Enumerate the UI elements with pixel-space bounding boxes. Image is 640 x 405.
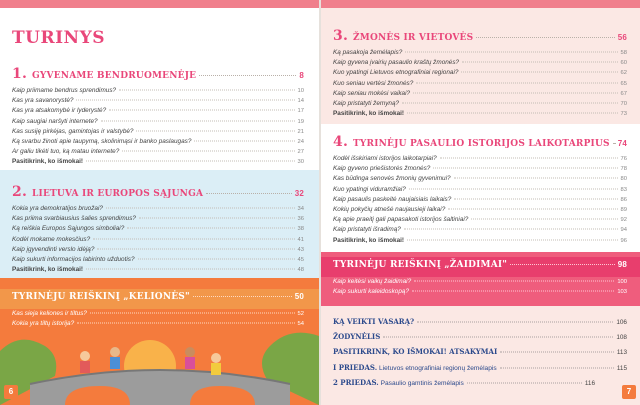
stone-bridge-icon (30, 370, 290, 405)
toc-item-page: 38 (297, 226, 304, 233)
section-heading[interactable] (333, 260, 627, 270)
dot-leader (613, 143, 615, 144)
dot-leader (417, 322, 613, 323)
toc-item-text: Kas yra savanorystė? (12, 97, 74, 105)
toc-item-text: Ką svarbu žinoti apie taupymą, skolinimąsi ir banko paslaugas? (12, 138, 192, 146)
child-figure-body-icon (185, 357, 195, 369)
dot-leader (139, 218, 295, 219)
dot-leader (122, 151, 294, 152)
dot-leader (409, 188, 618, 189)
dot-leader (510, 264, 615, 265)
toc-item-text: Kaip seniau mokėsi vaikai? (333, 89, 411, 97)
section-page-number: 50 (294, 292, 304, 301)
dot-leader (413, 92, 617, 93)
dot-leader (448, 209, 617, 210)
section-heading[interactable] (333, 134, 627, 150)
section-title: TYRINĖJU REIŠKINĮ „ŽAIDIMAI" (333, 260, 508, 270)
page-number: 6 (4, 385, 18, 399)
toc-backmatter (333, 317, 627, 393)
dot-leader (93, 238, 294, 239)
toc-item-page: 52 (297, 311, 304, 317)
left-page (0, 8, 319, 405)
child-figure-body-icon (110, 357, 120, 369)
toc-item[interactable] (12, 235, 304, 245)
dot-leader (194, 141, 294, 142)
toc-item-text: Kaip įgyvendinti verslo idėją? (12, 245, 95, 253)
toc-section-keliones (12, 292, 304, 329)
backmatter-title (333, 317, 414, 326)
toc-item-text: Kodėl išskiriami istorijos laikotarpiai? (333, 155, 437, 162)
toc-item-text: Kokia yra tiltų istorija? (12, 320, 75, 328)
toc-item-page: 108 (616, 334, 627, 342)
toc-item[interactable] (333, 185, 627, 195)
dot-leader (440, 158, 618, 159)
toc-backmatter-item[interactable] (333, 347, 627, 356)
toc-item-page: 94 (620, 227, 627, 234)
toc-item-text: Kas sieja keliones ir tiltus? (12, 310, 87, 317)
backmatter-title-text: ŽODYNĖLIS (333, 332, 381, 342)
child-figure-icon (211, 353, 221, 363)
dot-leader (138, 259, 295, 260)
toc-item-page: 43 (297, 246, 304, 253)
toc-item-list (333, 277, 627, 297)
toc-section-zaidimai (333, 260, 627, 297)
toc-item-page: 76 (620, 156, 627, 162)
toc-item-page: 19 (297, 118, 304, 125)
toc-item-text: Kas yra atsakomybė ir lyderystė? (12, 107, 107, 115)
toc-item-page: 41 (297, 236, 304, 243)
toc-item-text: Kaip sukurti informacijos labirinto užduotis? (12, 256, 135, 264)
dot-leader (402, 103, 617, 104)
dot-leader (433, 168, 617, 169)
toc-item-text: Kaip pristatyti išradimą? (333, 226, 401, 234)
toc-item-text: Kuo ypatingi Lietuvos etnografiniai regionai? (333, 69, 459, 77)
dot-leader (193, 296, 292, 297)
toc-item[interactable] (12, 204, 304, 214)
toc-item-text: Kodėl mokame mokesčius? (12, 235, 91, 243)
toc-backmatter-item[interactable] (333, 332, 627, 341)
dot-leader (500, 352, 614, 353)
toc-item-page: 116 (584, 379, 595, 387)
toc-item[interactable] (12, 309, 304, 319)
toc-item[interactable] (333, 195, 627, 205)
dot-leader (127, 228, 294, 229)
dot-leader (412, 291, 614, 292)
section-number: 1. (12, 66, 28, 82)
toc-section-1 (12, 66, 304, 168)
section-number: 2. (12, 184, 28, 200)
toc-item-page: 115 (616, 364, 627, 372)
section-page-number: 8 (299, 71, 304, 80)
dot-leader (106, 208, 295, 209)
toc-item-text: Kaip sukurti kaleidoskopą? (333, 288, 410, 296)
backmatter-title-text: 2 PRIEDAS. (333, 377, 379, 387)
toc-item-text: Kas priima svarbiausius šalies sprendimus? (12, 215, 136, 223)
toc-item-text: Kokia yra demokratijos bruožai? (12, 205, 103, 212)
toc-item-page: 27 (297, 149, 304, 156)
dot-leader (97, 248, 294, 249)
backmatter-subtitle: Lietuvos etnografiniai regionų žemėlapis (377, 364, 497, 372)
section-page-number: 74 (617, 139, 627, 148)
toc-item-review[interactable] (12, 265, 304, 275)
toc-item-page: 10 (297, 88, 304, 94)
toc-item[interactable] (12, 214, 304, 224)
toc-item[interactable] (12, 86, 304, 96)
toc-item-text: Ką reiškia Europos Sąjungos simboliai? (12, 225, 125, 233)
toc-item-page: 17 (297, 108, 304, 115)
toc-item-list (333, 154, 627, 246)
toc-item-text: Kaip pristatyti žemyną? (333, 100, 400, 108)
toc-item-page: 45 (297, 257, 304, 264)
toc-item-page: 70 (620, 101, 627, 108)
toc-item-page: 48 (297, 267, 304, 274)
dot-leader (76, 100, 294, 101)
toc-item-text: Kaip pasaulis paskeitė naujaisiais laikais? (333, 195, 452, 203)
toc-item-page: 113 (616, 349, 627, 357)
dot-leader (414, 281, 614, 282)
right-page (321, 8, 640, 405)
toc-item-page: 80 (620, 176, 627, 183)
toc-item-list (333, 48, 627, 119)
dot-leader (206, 193, 292, 194)
dot-leader (199, 75, 296, 76)
toc-item[interactable] (333, 58, 627, 68)
toc-item[interactable] (12, 255, 304, 265)
toc-item[interactable] (12, 147, 304, 157)
child-figure-icon (185, 347, 195, 357)
toc-item[interactable] (333, 79, 627, 89)
toc-item[interactable] (333, 215, 627, 225)
dot-leader (500, 367, 614, 368)
dot-leader (454, 178, 618, 179)
dot-leader (404, 229, 618, 230)
section-title: LIETUVA IR EUROPOS SĄJUNGA (32, 189, 204, 199)
toc-item-text: Pasitikrink, ko išmokai! (333, 110, 405, 118)
toc-item-text: Kuo ypatingi viduramžiai? (333, 185, 406, 193)
toc-item-page: 73 (620, 111, 627, 118)
section-page-number: 56 (617, 33, 627, 42)
backmatter-title-text: PASITIKRINK, KO IŠMOKAI! ATSAKYMAI (333, 347, 498, 357)
toc-backmatter-item[interactable] (333, 378, 595, 387)
toc-item-text: Ką pasakoja žemėlapis? (333, 49, 403, 56)
backmatter-title (333, 347, 497, 356)
section-title: TYRINĖJU PASAULIO ISTORIJOS LAIKOTARPIUS (353, 139, 610, 149)
dot-leader (416, 82, 617, 83)
toc-item-page: 92 (620, 217, 627, 224)
toc-item-text: Kokių pokyčių atnešė naujausieji laikai? (333, 206, 446, 214)
toc-item[interactable] (12, 127, 304, 137)
section-title: GYVENAME BENDRUOMENĖJE (32, 71, 197, 81)
dot-leader (90, 313, 295, 314)
toc-item-text: Kas būdinga senovės žmonių gyvenimui? (333, 175, 451, 183)
toc-item-text: Kaip gyvena įvairių pasaulio kraštų žmonės? (333, 59, 460, 67)
toc-item-text: Kaip keitėsi vaikų žaidimai? (333, 278, 412, 285)
toc-item-list (12, 86, 304, 168)
toc-item[interactable] (333, 164, 627, 174)
backmatter-title (333, 332, 380, 341)
toc-item-page: 78 (620, 166, 627, 173)
section-heading[interactable] (12, 66, 304, 82)
toc-item-page: 34 (297, 206, 304, 212)
backmatter-title-text: I PRIEDAS. (333, 362, 378, 372)
dot-leader (101, 120, 295, 121)
toc-item[interactable] (12, 224, 304, 234)
toc-section-4 (333, 134, 627, 246)
toc-item-text: Pasitikrink, ko išmokai! (12, 158, 84, 166)
dot-leader (109, 110, 294, 111)
section-heading[interactable] (333, 28, 627, 44)
toc-item[interactable] (12, 96, 304, 106)
dot-leader (119, 90, 294, 91)
dot-leader (407, 113, 618, 114)
toc-item-text: Ką apie praeitį gali papasakoti istorijos šaltiniai? (333, 216, 469, 224)
toc-item-page: 36 (297, 216, 304, 223)
dot-leader (77, 323, 294, 324)
toc-section-3 (333, 28, 627, 119)
toc-item-text: Kaip gyveno priešistorės žmonės? (333, 165, 431, 173)
section-number: 3. (333, 28, 349, 44)
toc-item-text: Kas susiję pirkėjas, gamintojas ir valstybė? (12, 127, 134, 135)
dot-leader (407, 239, 618, 240)
toc-item-page: 21 (297, 128, 304, 135)
toc-item-text: Pasitikrink, ko išmokai! (12, 266, 84, 274)
toc-item[interactable] (12, 117, 304, 127)
toc-item[interactable] (333, 225, 627, 235)
child-figure-icon (110, 347, 120, 357)
backmatter-title (333, 378, 464, 387)
toc-item[interactable] (12, 245, 304, 255)
toc-item[interactable] (333, 68, 627, 78)
toc-item[interactable] (333, 277, 627, 287)
toc-item-page: 54 (297, 321, 304, 328)
toc-item-page: 67 (620, 90, 627, 97)
toc-item[interactable] (333, 89, 627, 99)
dot-leader (476, 37, 614, 38)
toc-item-page: 14 (297, 98, 304, 105)
toc-item[interactable] (12, 137, 304, 147)
toc-item[interactable] (333, 205, 627, 215)
toc-item-page: 96 (620, 237, 627, 244)
dot-leader (383, 337, 613, 338)
section-page-number: 98 (617, 260, 627, 269)
child-figure-body-icon (211, 363, 221, 375)
child-figure-icon (80, 351, 90, 361)
toc-item[interactable] (333, 48, 627, 58)
section-heading[interactable] (12, 292, 304, 302)
toc-item[interactable] (333, 154, 627, 164)
page-title: TURINYS (12, 28, 106, 48)
toc-item-page: 100 (617, 279, 627, 285)
toc-item[interactable] (333, 174, 627, 184)
backmatter-title (333, 363, 497, 372)
toc-item-text: Pasitikrink, ko išmokai! (333, 236, 405, 244)
backmatter-title-text: KĄ VEIKTI VASARĄ? (333, 317, 415, 326)
page-number: 7 (622, 385, 636, 399)
toc-item[interactable] (333, 99, 627, 109)
dot-leader (136, 130, 294, 131)
section-page-number: 32 (294, 189, 304, 198)
dot-leader (462, 62, 617, 63)
toc-section-2 (12, 184, 304, 275)
toc-item-review[interactable] (333, 236, 627, 246)
toc-item-text: Kuo seniau vertėsi žmonės? (333, 79, 414, 87)
toc-item-page: 83 (620, 186, 627, 193)
toc-item-page: 65 (620, 80, 627, 87)
toc-item[interactable] (12, 106, 304, 116)
toc-item-review[interactable] (333, 109, 627, 119)
child-figure-body-icon (80, 361, 90, 373)
toc-item[interactable] (333, 287, 627, 297)
toc-item-review[interactable] (12, 157, 304, 167)
toc-item-page: 30 (297, 159, 304, 166)
toc-item-page: 62 (620, 70, 627, 77)
section-title: TYRINĖJU REIŠKINĮ „KELIONĖS" (12, 292, 190, 302)
dot-leader (454, 198, 617, 199)
toc-item-page: 106 (616, 319, 627, 326)
bridge-illustration (0, 326, 319, 405)
dot-leader (86, 161, 295, 162)
dot-leader (471, 219, 617, 220)
dot-leader (461, 72, 617, 73)
toc-backmatter-item[interactable] (333, 317, 627, 326)
toc-item-page: 60 (620, 60, 627, 67)
toc-item-list (12, 204, 304, 275)
toc-item-page: 58 (620, 50, 627, 56)
dot-leader (405, 52, 617, 53)
section-title: ŽMONĖS IR VIETOVĖS (353, 33, 474, 43)
toc-item-page: 89 (620, 207, 627, 214)
toc-item-page: 103 (617, 289, 627, 296)
toc-item-page: 24 (297, 139, 304, 146)
toc-item-text: Kaip saugiai naršyti internete? (12, 117, 98, 125)
toc-backmatter-item[interactable] (333, 363, 627, 372)
section-number: 4. (333, 134, 349, 150)
toc-item-text: Kaip priimame bendrus sprendimus? (12, 87, 117, 94)
toc-item-text: Ar galiu tikėti tuo, ką matau internete? (12, 148, 120, 156)
section-heading[interactable] (12, 184, 304, 200)
dot-leader (467, 382, 582, 383)
backmatter-subtitle: Pasaulio gamtinis žemėlapis (378, 379, 464, 387)
toc-item-page: 86 (620, 196, 627, 203)
dot-leader (86, 269, 295, 270)
